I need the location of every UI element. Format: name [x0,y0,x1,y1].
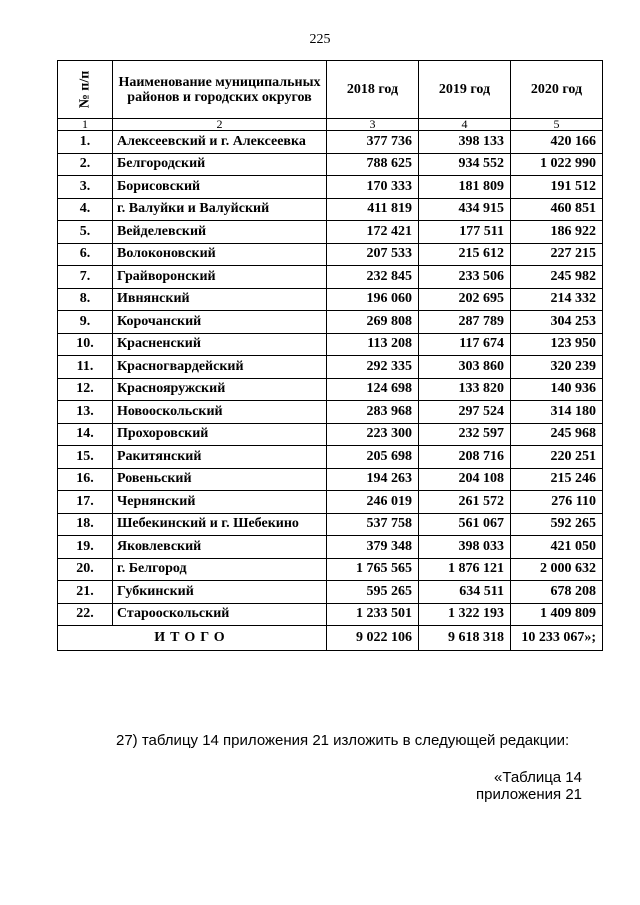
value-2020: 245 982 [511,266,603,289]
district-name: Ровеньский [113,468,327,491]
caption-line-1: «Таблица 14 [493,769,582,786]
value-2020: 1 022 990 [511,153,603,176]
value-2019: 133 820 [419,378,511,401]
total-row [58,626,603,651]
value-2020: 140 936 [511,378,603,401]
value-2020: 314 180 [511,401,603,424]
value-2018: 377 736 [327,131,419,154]
table-row [58,423,603,446]
row-index: 18. [58,513,113,536]
value-2020: 1 409 809 [511,603,603,626]
value-2020: 214 332 [511,288,603,311]
value-2018: 537 758 [327,513,419,536]
value-2020: 123 950 [511,333,603,356]
value-2019: 208 716 [419,446,511,469]
district-name: Грайворонский [113,266,327,289]
table-row [58,468,603,491]
row-index: 22. [58,603,113,626]
table-row [58,446,603,469]
value-2018: 411 819 [327,198,419,221]
value-2019: 434 915 [419,198,511,221]
value-2018: 196 060 [327,288,419,311]
value-2018: 170 333 [327,176,419,199]
value-2018: 292 335 [327,356,419,379]
district-name: Корочанский [113,311,327,334]
total-2018: 9 022 106 [327,626,419,651]
value-2019: 202 695 [419,288,511,311]
value-2019: 215 612 [419,243,511,266]
header-name: Наименование муниципальных районов и городских округов [113,61,327,119]
table-row [58,198,603,221]
header-2019: 2019 год [419,61,511,119]
row-index: 6. [58,243,113,266]
value-2019: 561 067 [419,513,511,536]
value-2020: 678 208 [511,581,603,604]
table-row [58,221,603,244]
value-2018: 113 208 [327,333,419,356]
value-2018: 283 968 [327,401,419,424]
row-index: 2. [58,153,113,176]
column-number: 4 [419,119,511,131]
table-row [58,153,603,176]
value-2018: 788 625 [327,153,419,176]
value-2018: 595 265 [327,581,419,604]
value-2020: 276 110 [511,491,603,514]
row-index: 5. [58,221,113,244]
value-2020: 304 253 [511,311,603,334]
value-2019: 233 506 [419,266,511,289]
row-index: 7. [58,266,113,289]
district-name: Краснояружский [113,378,327,401]
value-2018: 232 845 [327,266,419,289]
value-2020: 191 512 [511,176,603,199]
total-label: ИТОГО [58,626,327,651]
table-row [58,536,603,559]
table-row [58,401,603,424]
column-number: 2 [113,119,327,131]
value-2019: 297 524 [419,401,511,424]
value-2020: 592 265 [511,513,603,536]
table-row [58,603,603,626]
table-row [58,131,603,154]
value-2019: 261 572 [419,491,511,514]
district-name: Ивнянский [113,288,327,311]
row-index: 8. [58,288,113,311]
table-row [58,581,603,604]
value-2018: 207 533 [327,243,419,266]
row-index: 15. [58,446,113,469]
district-name: Вейделевский [113,221,327,244]
value-2019: 1 322 193 [419,603,511,626]
table-row [58,243,603,266]
table-header-row [58,61,603,119]
total-2020: 10 233 067»; [511,626,603,651]
value-2020: 320 239 [511,356,603,379]
value-2020: 227 215 [511,243,603,266]
row-index: 16. [58,468,113,491]
value-2019: 204 108 [419,468,511,491]
row-index: 14. [58,423,113,446]
value-2019: 398 133 [419,131,511,154]
district-name: Яковлевский [113,536,327,559]
column-number: 3 [327,119,419,131]
value-2020: 421 050 [511,536,603,559]
value-2020: 245 968 [511,423,603,446]
district-name: Шебекинский и г. Шебекино [113,513,327,536]
value-2018: 246 019 [327,491,419,514]
table-row [58,266,603,289]
district-name: Ракитянский [113,446,327,469]
district-name: Прохоровский [113,423,327,446]
value-2019: 634 511 [419,581,511,604]
district-name: Борисовский [113,176,327,199]
table-row [58,491,603,514]
header-2020: 2020 год [511,61,603,119]
row-index: 17. [58,491,113,514]
row-index: 10. [58,333,113,356]
value-2019: 287 789 [419,311,511,334]
row-index: 9. [58,311,113,334]
value-2019: 303 860 [419,356,511,379]
value-2020: 2 000 632 [511,558,603,581]
table-row [58,356,603,379]
value-2019: 398 033 [419,536,511,559]
district-name: Чернянский [113,491,327,514]
value-2019: 117 674 [419,333,511,356]
district-name: г. Валуйки и Валуйский [113,198,327,221]
page-number: 225 [309,32,331,47]
amendment-paragraph: 27) таблицу 14 приложения 21 изложить в следующей редакции: [116,732,570,749]
table-row [58,558,603,581]
value-2018: 205 698 [327,446,419,469]
value-2019: 177 511 [419,221,511,244]
value-2020: 186 922 [511,221,603,244]
row-index: 12. [58,378,113,401]
header-2018: 2018 год [327,61,419,119]
value-2019: 181 809 [419,176,511,199]
total-2019: 9 618 318 [419,626,511,651]
district-name: Красногвардейский [113,356,327,379]
district-name: Алексеевский и г. Алексеевка [113,131,327,154]
column-number-row [58,119,603,131]
row-index: 20. [58,558,113,581]
table-row [58,176,603,199]
value-2018: 269 808 [327,311,419,334]
value-2018: 172 421 [327,221,419,244]
value-2020: 420 166 [511,131,603,154]
caption-line-2: приложения 21 [476,786,582,803]
table-row [58,311,603,334]
district-name: Волоконовский [113,243,327,266]
table-row [58,513,603,536]
value-2018: 223 300 [327,423,419,446]
value-2019: 934 552 [419,153,511,176]
row-index: 1. [58,131,113,154]
value-2018: 1 233 501 [327,603,419,626]
value-2018: 124 698 [327,378,419,401]
district-name: Губкинский [113,581,327,604]
row-index: 19. [58,536,113,559]
column-number: 1 [58,119,113,131]
table-row [58,378,603,401]
budget-table [57,60,603,651]
table-caption-block [476,769,582,803]
district-name: Белгородский [113,153,327,176]
district-name: г. Белгород [113,558,327,581]
district-name: Новооскольский [113,401,327,424]
district-name: Красненский [113,333,327,356]
value-2020: 460 851 [511,198,603,221]
column-number: 5 [511,119,603,131]
table-row [58,333,603,356]
value-2019: 1 876 121 [419,558,511,581]
value-2019: 232 597 [419,423,511,446]
row-index: 21. [58,581,113,604]
value-2020: 220 251 [511,446,603,469]
district-name: Старооскольский [113,603,327,626]
header-num: № п/п [58,61,113,119]
row-index: 3. [58,176,113,199]
value-2018: 194 263 [327,468,419,491]
value-2018: 379 348 [327,536,419,559]
value-2020: 215 246 [511,468,603,491]
value-2018: 1 765 565 [327,558,419,581]
row-index: 4. [58,198,113,221]
row-index: 13. [58,401,113,424]
table-row [58,288,603,311]
row-index: 11. [58,356,113,379]
